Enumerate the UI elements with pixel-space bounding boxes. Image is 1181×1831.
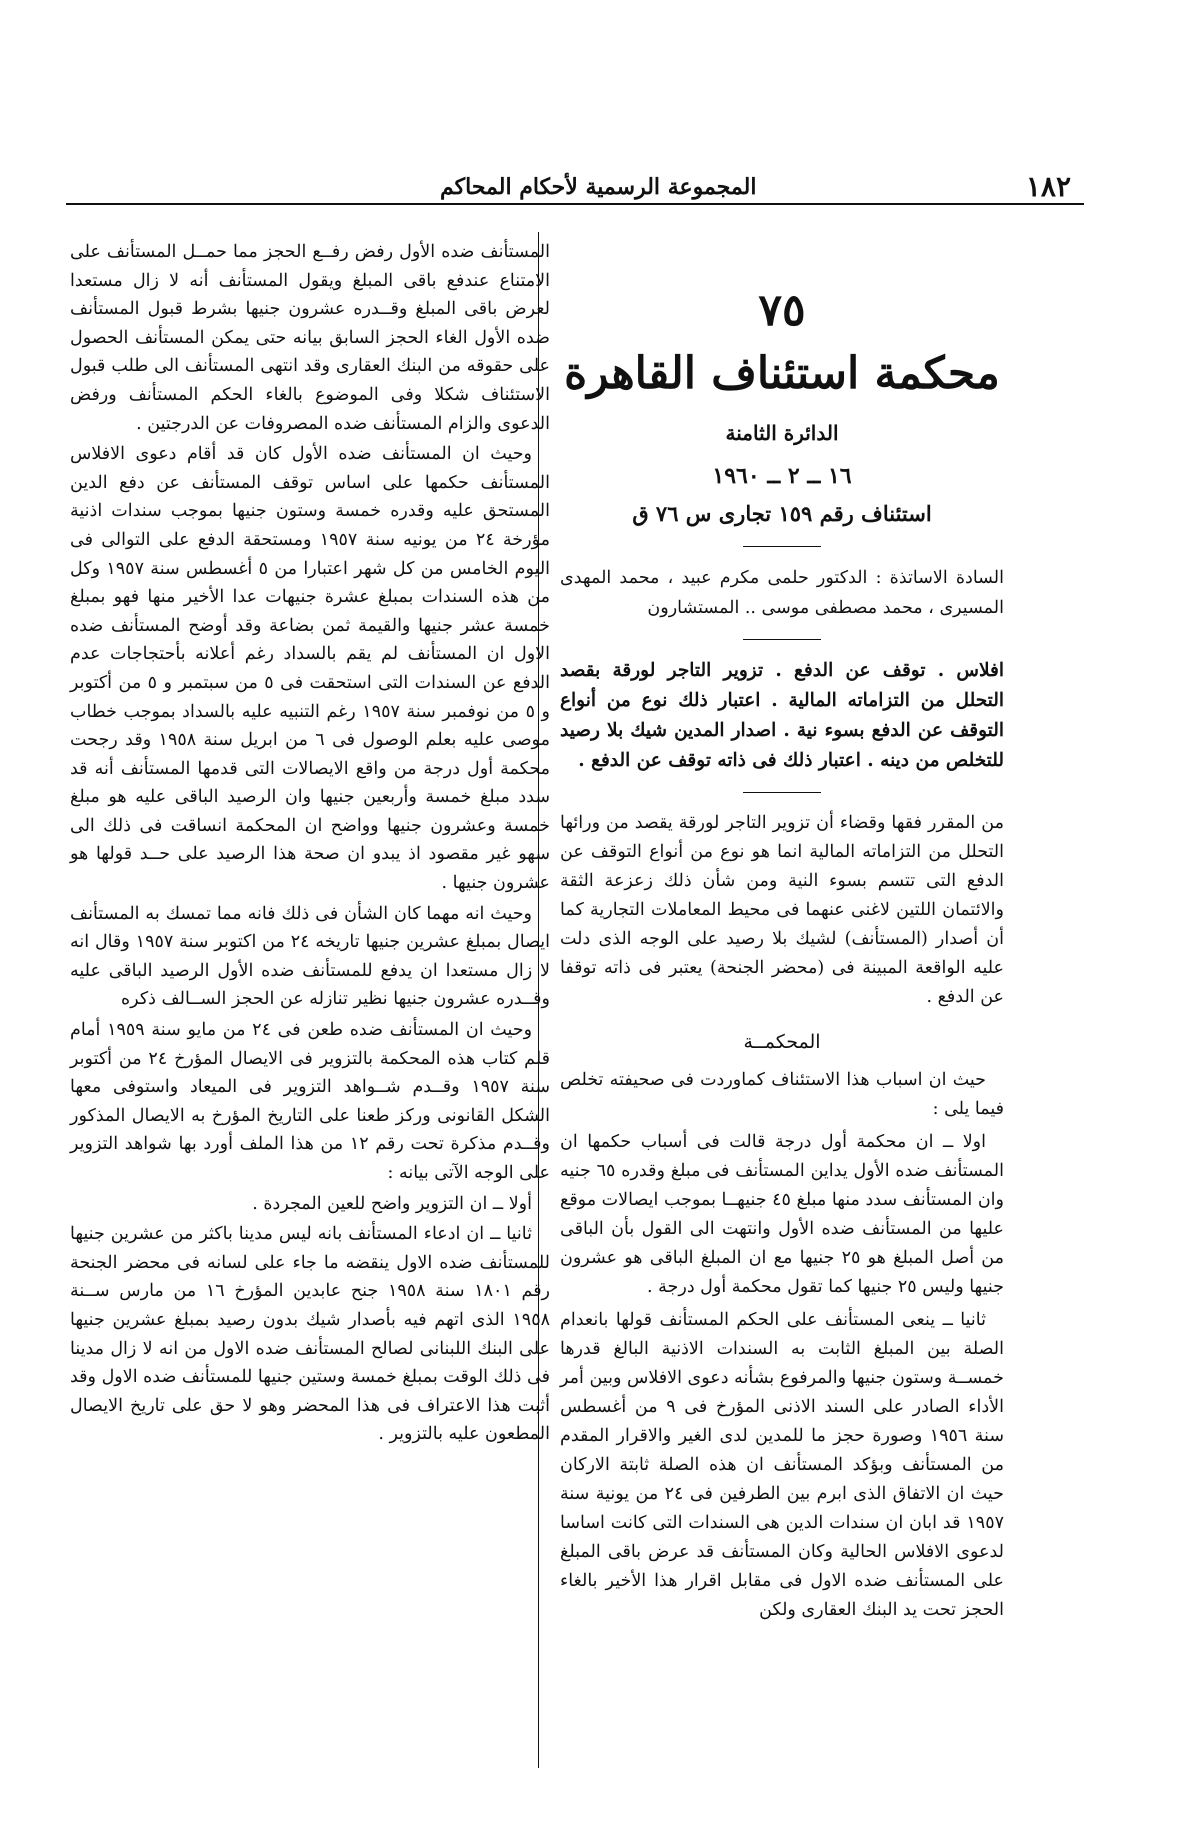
judgment-body <box>560 1066 1004 1625</box>
paragraph: وحيث ان المستأنف ضده طعن فى ٢٤ من مايو سنة ١٩٥٩ أمام قلم كتاب هذه المحكمة بالتزوير فى الايصال المؤرخ ٢٤ من أكتوبر سنة ١٩٥٧ وقــدم شــواهد التزوير فى الميعاد واستوفى معها الشكل القانونى وركز طعنا على التاريخ المؤرخ به الايصال المذكور وقــدم مذكرة تحت رقم ١٢ من هذا الملف أورد بها شواهد التزوير على الوجه الآتى بيانه : <box>70 1020 551 1183</box>
paragraph: وحيث انه مهما كان الشأن فى ذلك فانه مما تمسك به المستأنف ايصال بمبلغ عشرين جنيها تاريخه ٢٤ من اكتوبر سنة ١٩٥٧ وقال انه لا زال مستعدا ان يدفع للمستأنف ضده الأول الرصيد الباقى عليه وقــدره عشرون جنيها نظير تنازله عن الحجز الســالف ذكره <box>70 903 550 1010</box>
court-name: محكمة استئناف القاهرة <box>564 348 1000 399</box>
circuit-name: الدائرة الثامنة <box>725 421 839 445</box>
judgment-date: ١٦ ــ ٢ ــ ١٩٦٠ <box>712 463 852 489</box>
court-heading: المحكمــة <box>743 1031 821 1053</box>
judges-list: السادة الاساتذة : الدكتور حلمى مكرم عبيد ، محمد المهدى المسيرى ، محمد مصطفى موسى .. المستشارون <box>560 568 1004 618</box>
paragraph: وحيث ان المستأنف ضده الأول كان قد أقام دعوى الافلاس المستأنف حكمها على اساس توقف المستأنف عن دفع الدين المستحق عليه وقدره خمسة وستون جنيها بموجب سندات اذنية مؤرخة ٢٤ من يونيه سنة ١٩٥٧ ومستحقة الدفع على التوالى فى اليوم الخامس من كل شهر اعتبارا من ٥ أغسطس سنة ١٩٥٧ وكل من هذه السندات بمبلغ عشرة جنيهات عدا الأخير منها فهو بمبلغ خمسة عشر جنيها والقيمة ثمن بضاعة وقد أوضح المستأنف ضده الاول ان المستأنف لم يقم بالسداد رغم أعلانه بأحتجاجات عدم الدفع عن السندات التى استحقت فى ٥ من سبتمبر و ٥ من أكتوبر و ٥ من نوفمبر سنة ١٩٥٧ رغم التنبيه عليه بالسداد بموجب خطاب موصى عليه بعلم الوصول فى ٦ من ابريل سنة ١٩٥٨ وقد رجحت محكمة أول درجة من واقع الايصالات التى قدمها المستأنف أنه قد سدد مبلغ خمسة وأربعين جنيها وان الرصيد الباقى عليه هو مبلغ خمسة وعشرون جنيها وواضح ان المحكمة انساقت فى ذلك الى سهو غير مقصود اذ يبدو ان صحة هذا الرصيد على حــد قولها هو عشرون جنيها . <box>70 444 551 894</box>
header-rule <box>66 203 1084 205</box>
paragraph: أولا ــ ان التزوير واضح للعين المجردة . <box>252 1193 532 1214</box>
appeal-number: استئناف رقم ١٥٩ تجارى س ٧٦ ق <box>632 501 932 526</box>
left-column <box>70 238 550 1451</box>
divider-rule <box>743 546 821 547</box>
running-title: المجموعة الرسمية لأحكام المحاكم <box>440 174 757 200</box>
page-number: ١٨٢ <box>1025 170 1071 203</box>
paragraph: ثانيا ــ ان ادعاء المستأنف بانه ليس مدينا باكثر من عشرين جنيها للمستأنف ضده الاول ينقضه ما جاء على لسانه فى محضر الجنحة رقم ١٨٠١ سنة ١٩٥٨ جنح عابدين المؤرخ ١٦ من مارس ســنة ١٩٥٨ الذى اتهم فيه بأصدار شيك بدون رصيد بمبلغ عشرين جنيها على البنك اللبنانى لصالح المستأنف ضده الاول من انه لا زال مدينا فى ذلك الوقت بمبلغ خمسة وستين جنيها للمستأنف ضده الاول وقد أثبت هذا الاعتراف فى هذا المحضر وهو لا حق على تاريخ الايصال المطعون عليه بالتزوير . <box>70 1224 551 1445</box>
legal-principle: من المقرر فقها وقضاء أن تزوير التاجر لورقة يقصد من ورائها التحلل من التزاماته المالية انما هو نوع من أنواع التوقف عن الدفع التى تتسم بسوء النية ومن شأن ذلك زعزعة الثقة والائتمان اللتين لاغنى عنهما فى محيط المعاملات التجارية كما أن أصدار (المستأنف) لشيك بلا رصيد على الوجه الذى دلت عليه الواقعة المبينة فى (محضر الجنحة) يعتبر فى ذاته توقفا عن الدفع . <box>560 813 1004 1007</box>
case-number: ٧٥ <box>758 285 806 336</box>
headnote: افلاس . توقف عن الدفع . تزوير التاجر لورقة بقصد التحلل من التزاماته المالية . اعتبار ذلك نوع من أنواع التوقف عن الدفع بسوء نية . اصدار المدين شيك بلا رصيد للتخلص من دينه . اعتبار ذلك فى ذاته توقف عن الدفع . <box>560 660 1004 771</box>
divider-rule <box>743 639 821 640</box>
right-column <box>560 250 1004 1629</box>
paragraph: اولا ــ ان محكمة أول درجة قالت فى أسباب حكمها ان المستأنف ضده الأول يداين المستأنف فى مبلغ وقدره ٦٥ جنيه وان المستأنف سدد منها مبلغ ٤٥ جنيهــا بموجب ايصالات موقع عليها من المستأنف ضده الأول وانتهت الى القول بأن الباقى من أصل المبلغ هو ٢٥ جنيها مع ان المبلغ الباقى هو عشرون جنيها وليس ٢٥ جنيها كما تقول محكمة أول درجة . <box>560 1132 1005 1297</box>
paragraph: ثانيا ــ ينعى المستأنف على الحكم المستأنف قولها بانعدام الصلة بين المبلغ الثابت به السندات الاذنية البالغ قدرها خمســة وستون جنيها والمرفوع بشأنه دعوى الافلاس وبين أمر الأداء الصادر على السند الاذنى المؤرخ فى ٩ من أغسطس سنة ١٩٥٦ وصورة حجز ما للمدين لدى الغير والاقرار المقدم من المستأنف وبؤكد المستأنف ان هذه الصلة ثابتة الاركان حيث ان الاتفاق الذى ابرم بين الطرفين فى ٢٤ من يونية سنة ١٩٥٧ قد ابان ان سندات الدين هى السندات التى كانت اساسا لدعوى الافلاس الحالية وكان المستأنف قد عرض باقى المبلغ على المستأنف ضده الاول فى مقابل اقرار هذا الأخير بالغاء الحجز تحت يد البنك العقارى ولكن <box>560 1310 1005 1620</box>
paragraph: حيث ان اسباب هذا الاستئناف كماوردت فى صحيفته تخلص فيما يلى : <box>560 1070 1004 1119</box>
divider-rule <box>743 792 821 793</box>
paragraph: المستأنف ضده الأول رفض رفــع الحجز مما حمــل المستأنف على الامتناع عندفع باقى المبلغ ويقول المستأنف أنه لا زال مستعدا لعرض باقى المبلغ وقــدره عشرون جنيها بشرط قبول المستأنف ضده الأول الغاء الحجز السابق بيانه حتى يمكن المستأنف الحصول على حقوقه من البنك العقارى وقد انتهى المستأنف الى طلب قبول الاستئناف شكلا وفى الموضوع بالغاء الحكم المستأنف ورفض الدعوى والزام المستأنف ضده المصروفات عن الدرجتين . <box>70 242 550 434</box>
